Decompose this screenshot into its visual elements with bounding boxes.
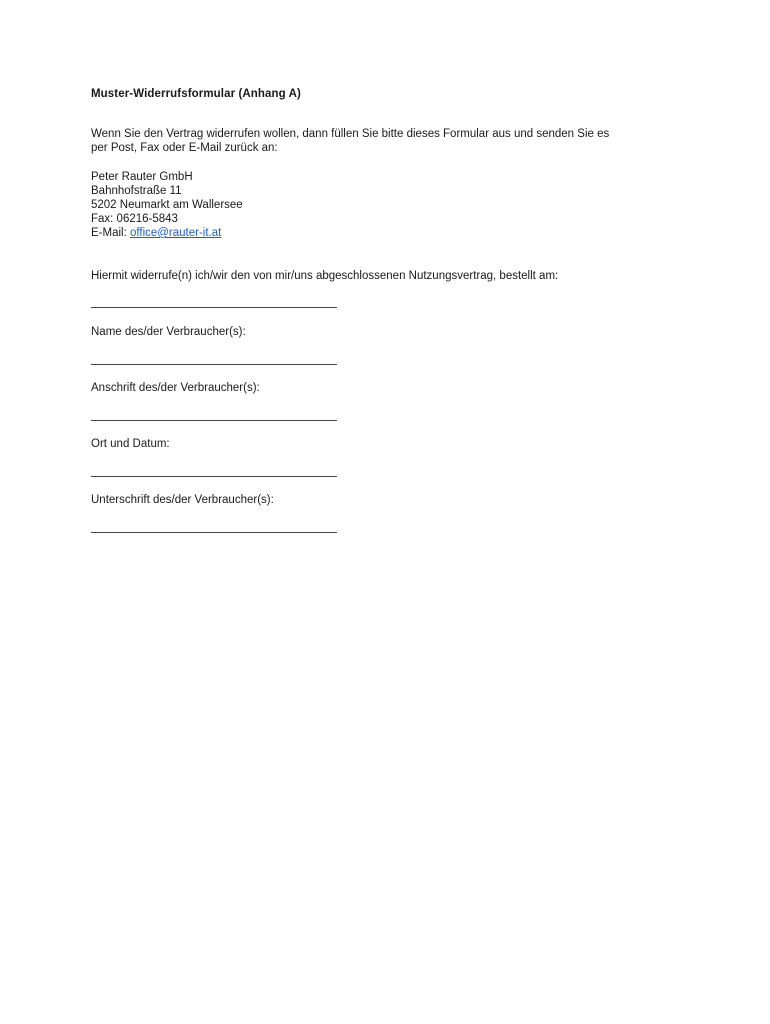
consumer-address-line[interactable] [91, 420, 337, 421]
intro-line-2: per Post, Fax oder E-Mail zurück an: [91, 142, 278, 154]
address-street: Bahnhofstraße 11 [91, 185, 182, 197]
address-fax: Fax: 06216-5843 [91, 213, 178, 225]
address-city: 5202 Neumarkt am Wallersee [91, 199, 243, 211]
signature-line[interactable] [91, 532, 337, 533]
consumer-name-label: Name des/der Verbraucher(s): [91, 326, 246, 338]
email-label: E-Mail: [91, 227, 130, 239]
signature-label: Unterschrift des/der Verbraucher(s): [91, 494, 274, 506]
consumer-address-label: Anschrift des/der Verbraucher(s): [91, 382, 260, 394]
withdrawal-statement: Hiermit widerrufe(n) ich/wir den von mir/uns abgeschlossenen Nutzungsvertrag, bestellt am: [91, 270, 559, 282]
recipient-address [91, 170, 691, 240]
email-link[interactable]: office@rauter-it.at [129, 227, 222, 239]
address-email-line [91, 226, 691, 240]
address-company: Peter Rauter GmbH [91, 171, 193, 183]
form-title: Muster-Widerrufsformular (Anhang A) [91, 88, 301, 100]
order-date-line[interactable] [91, 307, 337, 308]
place-date-line[interactable] [91, 476, 337, 477]
intro-line-1: Wenn Sie den Vertrag widerrufen wollen, dann füllen Sie bitte dieses Formular aus und senden Sie es [91, 128, 610, 140]
intro-paragraph [91, 127, 691, 155]
consumer-name-line[interactable] [91, 364, 337, 365]
place-date-label: Ort und Datum: [91, 438, 170, 450]
